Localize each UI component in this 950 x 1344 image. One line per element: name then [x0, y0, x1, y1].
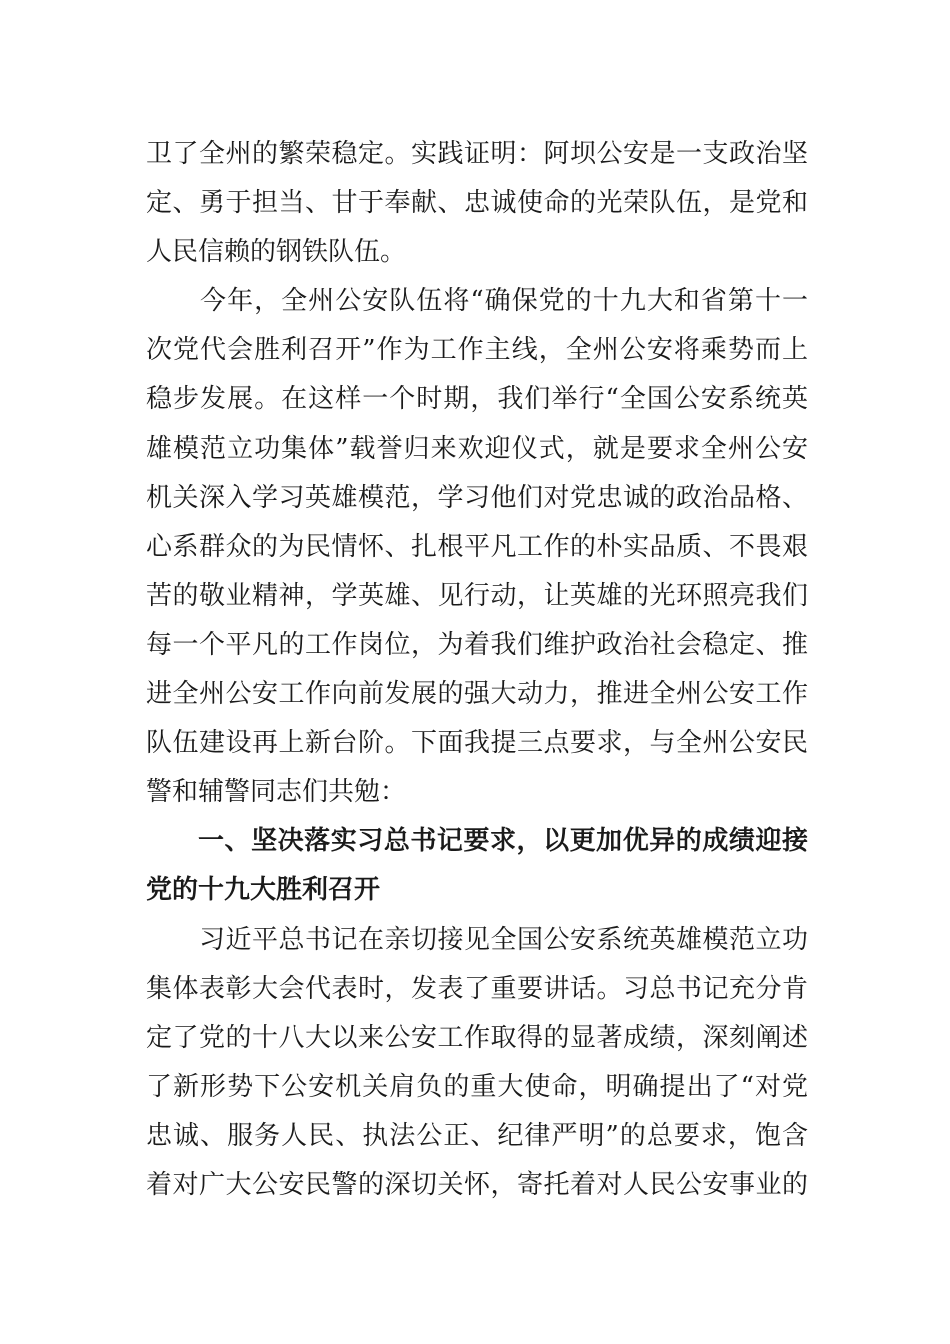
text-line: 次党代会胜利召开”作为工作主线，全州公安将乘势而上	[146, 335, 808, 366]
document-page	[146, 130, 808, 1210]
text-line: 稳步发展。在这样一个时期，我们举行“全国公安系统英	[146, 384, 808, 415]
text-line: 人民信赖的钢铁队伍。	[146, 237, 407, 268]
text-line: 今年，全州公安队伍将“确保党的十九大和省第十一	[146, 286, 808, 317]
text-line: 每一个平凡的工作岗位，为着我们维护政治社会稳定、推	[146, 629, 808, 660]
text-line: 进全州公安工作向前发展的强大动力，推进全州公安工作	[146, 679, 808, 710]
section-heading: 党的十九大胜利召开	[146, 875, 381, 906]
text-line: 定了党的十八大以来公安工作取得的显著成绩，深刻阐述	[146, 1022, 808, 1053]
text-line: 着对广大公安民警的深切关怀，寄托着对人民公安事业的	[146, 1169, 808, 1200]
text-line: 忠诚、服务人民、执法公正、纪律严明”的总要求，饱含	[146, 1120, 808, 1151]
text-line: 机关深入学习英雄模范，学习他们对党忠诚的政治品格、	[146, 482, 808, 513]
text-line: 心系群众的为民情怀、扎根平凡工作的朴实品质、不畏艰	[146, 531, 808, 562]
text-line: 了新形势下公安机关肩负的重大使命，明确提出了“对党	[146, 1071, 808, 1102]
text-line: 习近平总书记在亲切接见全国公安系统英雄模范立功	[146, 924, 808, 955]
section-heading: 一、坚决落实习总书记要求，以更加优异的成绩迎接	[198, 826, 808, 857]
text-line: 集体表彰大会代表时，发表了重要讲话。习总书记充分肯	[146, 973, 808, 1004]
text-line: 定、勇于担当、甘于奉献、忠诚使命的光荣队伍，是党和	[146, 188, 808, 219]
text-line: 卫了全州的繁荣稳定。实践证明：阿坝公安是一支政治坚	[146, 139, 808, 169]
text-line: 警和辅警同志们共勉：	[146, 777, 407, 808]
text-line: 苦的敬业精神，学英雄、见行动，让英雄的光环照亮我们	[146, 580, 808, 611]
text-line: 雄模范立功集体”载誉归来欢迎仪式，就是要求全州公安	[146, 433, 808, 464]
text-line: 队伍建设再上新台阶。下面我提三点要求，与全州公安民	[146, 728, 808, 759]
